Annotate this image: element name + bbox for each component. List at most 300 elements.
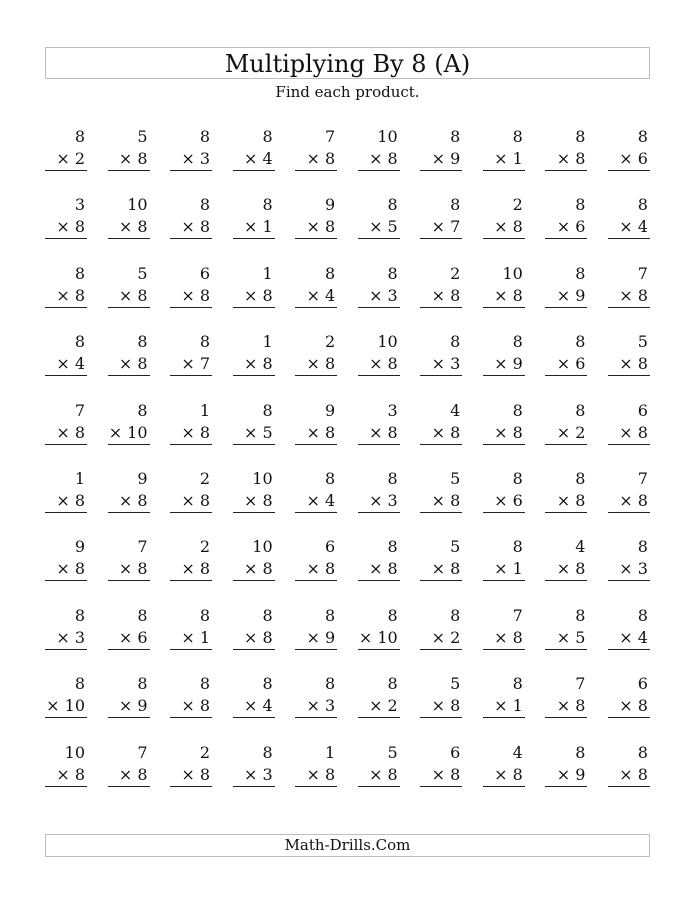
- multiplication-problem: [295, 605, 337, 655]
- problem-multiplier: × 3: [233, 764, 275, 787]
- problem-multiplier: × 8: [295, 353, 337, 376]
- multiplication-problem: [545, 263, 587, 313]
- problem-multiplier: × 8: [483, 422, 525, 445]
- problem-top-number: 8: [137, 605, 148, 625]
- problem-top-number: 8: [262, 605, 273, 625]
- problem-multiplier: × 1: [170, 627, 212, 650]
- problem-top-number: 8: [637, 127, 648, 146]
- problem-top-number: 8: [387, 537, 398, 557]
- problem-top-number: 2: [199, 537, 211, 557]
- multiplication-problem: [420, 742, 462, 792]
- multiplication-problem: [483, 673, 525, 723]
- problem-multiplier: × 9: [108, 695, 150, 718]
- problem-multiplier: × 8: [170, 422, 212, 445]
- multiplication-problem: [420, 126, 462, 176]
- problem-multiplier: × 8: [45, 764, 87, 787]
- problem-multiplier: × 3: [420, 353, 462, 376]
- problem-multiplier: × 8: [45, 490, 87, 513]
- multiplication-problem: [483, 263, 525, 313]
- problem-top-number: 8: [637, 742, 648, 762]
- problem-top-number: 8: [325, 605, 336, 625]
- multiplication-problem: [358, 400, 400, 450]
- problem-multiplier: × 8: [483, 216, 525, 239]
- problem-top-number: 2: [512, 195, 523, 215]
- problem-top-number: 9: [137, 468, 148, 488]
- problem-top-number: 8: [387, 195, 398, 215]
- multiplication-problem: [170, 126, 212, 176]
- problem-multiplier: × 8: [608, 490, 650, 513]
- multiplication-problem: [545, 673, 587, 723]
- multiplication-problem: [45, 194, 87, 244]
- problem-top-number: 8: [387, 468, 398, 488]
- multiplication-problem: [295, 331, 337, 381]
- problem-top-number: 8: [512, 674, 523, 694]
- problem-multiplier: × 8: [170, 764, 212, 787]
- multiplication-problem: [295, 263, 337, 313]
- multiplication-problem: [170, 331, 212, 381]
- problem-top-number: 8: [387, 605, 398, 625]
- multiplication-problem: [545, 605, 587, 655]
- problem-multiplier: × 8: [170, 285, 212, 308]
- worksheet-footer: Math-Drills.Com: [45, 834, 650, 857]
- multiplication-problem: [233, 605, 275, 655]
- problem-top-number: 3: [74, 195, 85, 215]
- problem-multiplier: × 8: [295, 148, 337, 171]
- problem-top-number: 1: [262, 263, 273, 283]
- problem-top-number: 8: [325, 468, 336, 488]
- problem-multiplier: × 8: [233, 490, 275, 513]
- problem-multiplier: × 8: [170, 216, 212, 239]
- multiplication-problem: [295, 194, 337, 244]
- problem-top-number: 8: [387, 674, 398, 694]
- problem-multiplier: × 4: [45, 353, 87, 376]
- problem-top-number: 10: [377, 127, 398, 146]
- multiplication-problem: [483, 331, 525, 381]
- multiplication-problem: [45, 400, 87, 450]
- problem-multiplier: × 8: [108, 490, 150, 513]
- multiplication-problem: [608, 468, 650, 518]
- multiplication-problem: [108, 126, 150, 176]
- problem-top-number: 8: [262, 195, 273, 215]
- problem-multiplier: × 1: [483, 558, 525, 581]
- problem-row: [45, 536, 650, 604]
- problem-multiplier: × 2: [420, 627, 462, 650]
- multiplication-problem: [608, 194, 650, 244]
- multiplication-problem: [170, 468, 212, 518]
- multiplication-problem: [295, 468, 337, 518]
- problem-multiplier: × 9: [545, 764, 587, 787]
- problem-top-number: 3: [387, 400, 398, 420]
- problem-top-number: 1: [262, 332, 273, 352]
- problem-multiplier: × 8: [45, 558, 87, 581]
- worksheet-instructions: Find each product.: [275, 83, 420, 101]
- problem-multiplier: × 8: [295, 764, 337, 787]
- problem-top-number: 8: [199, 674, 211, 694]
- problem-multiplier: × 9: [420, 148, 462, 171]
- multiplication-problem: [358, 536, 400, 586]
- problem-multiplier: × 4: [233, 148, 275, 171]
- problem-top-number: 4: [450, 400, 461, 420]
- problem-multiplier: × 8: [483, 285, 525, 308]
- problem-multiplier: × 8: [108, 216, 150, 239]
- problem-multiplier: × 8: [358, 764, 400, 787]
- multiplication-problem: [420, 400, 462, 450]
- problem-top-number: 8: [74, 332, 85, 352]
- multiplication-problem: [170, 742, 212, 792]
- problem-multiplier: × 8: [170, 490, 212, 513]
- multiplication-problem: [483, 536, 525, 586]
- problem-row: [45, 742, 650, 810]
- problem-row: [45, 126, 650, 194]
- problem-multiplier: × 4: [295, 285, 337, 308]
- problem-top-number: 9: [325, 400, 336, 420]
- problem-multiplier: × 8: [170, 558, 212, 581]
- problem-top-number: 8: [387, 263, 398, 283]
- problem-multiplier: × 8: [608, 422, 650, 445]
- problem-top-number: 10: [252, 537, 273, 557]
- multiplication-problem: [545, 331, 587, 381]
- problem-top-number: 1: [199, 400, 211, 420]
- problem-top-number: 8: [637, 605, 648, 625]
- problem-multiplier: × 8: [295, 422, 337, 445]
- multiplication-problem: [608, 400, 650, 450]
- problem-multiplier: × 8: [420, 695, 462, 718]
- multiplication-problem: [358, 331, 400, 381]
- problem-multiplier: × 8: [233, 627, 275, 650]
- multiplication-problem: [420, 605, 462, 655]
- problem-multiplier: × 8: [545, 148, 587, 171]
- multiplication-problem: [170, 536, 212, 586]
- problem-top-number: 8: [199, 332, 211, 352]
- multiplication-problem: [358, 468, 400, 518]
- problem-top-number: 5: [637, 332, 648, 352]
- problem-top-number: 9: [74, 537, 85, 557]
- problem-top-number: 1: [74, 468, 85, 488]
- problem-multiplier: × 1: [483, 695, 525, 718]
- problem-multiplier: × 8: [608, 764, 650, 787]
- problem-top-number: 8: [575, 332, 586, 352]
- problem-top-number: 8: [575, 605, 586, 625]
- multiplication-problem: [233, 194, 275, 244]
- problem-multiplier: × 8: [420, 285, 462, 308]
- multiplication-problem: [358, 126, 400, 176]
- problem-multiplier: × 8: [420, 764, 462, 787]
- problem-top-number: 8: [512, 127, 523, 146]
- problem-multiplier: × 8: [420, 558, 462, 581]
- multiplication-problem: [608, 126, 650, 176]
- multiplication-problem: [358, 673, 400, 723]
- problem-multiplier: × 3: [608, 558, 650, 581]
- multiplication-problem: [483, 400, 525, 450]
- problem-top-number: 6: [637, 674, 648, 694]
- problem-multiplier: × 1: [233, 216, 275, 239]
- problem-top-number: 8: [512, 537, 523, 557]
- problem-multiplier: × 2: [45, 148, 87, 171]
- multiplication-problem: [608, 742, 650, 792]
- multiplication-problem: [45, 331, 87, 381]
- problem-top-number: 8: [575, 195, 586, 215]
- multiplication-problem: [483, 742, 525, 792]
- problem-multiplier: × 8: [483, 764, 525, 787]
- problem-top-number: 8: [575, 263, 586, 283]
- problem-multiplier: × 3: [358, 490, 400, 513]
- problem-top-number: 2: [450, 263, 461, 283]
- problem-top-number: 8: [137, 400, 148, 420]
- multiplication-problem: [608, 331, 650, 381]
- multiplication-problem: [483, 468, 525, 518]
- problem-multiplier: × 8: [608, 285, 650, 308]
- problem-top-number: 6: [637, 400, 648, 420]
- multiplication-problem: [233, 400, 275, 450]
- problem-multiplier: × 8: [108, 764, 150, 787]
- problem-multiplier: × 8: [108, 148, 150, 171]
- multiplication-problem: [233, 468, 275, 518]
- problem-multiplier: × 8: [608, 353, 650, 376]
- multiplication-problem: [545, 400, 587, 450]
- problem-multiplier: × 8: [108, 558, 150, 581]
- problem-top-number: 7: [512, 605, 523, 625]
- multiplication-problem: [358, 263, 400, 313]
- problem-row: [45, 400, 650, 468]
- problem-multiplier: × 3: [295, 695, 337, 718]
- multiplication-problem: [545, 742, 587, 792]
- problem-top-number: 8: [575, 468, 586, 488]
- problem-top-number: 7: [137, 537, 148, 557]
- problem-top-number: 8: [450, 195, 461, 215]
- multiplication-problem: [108, 400, 150, 450]
- multiplication-problem: [170, 673, 212, 723]
- multiplication-problem: [295, 742, 337, 792]
- problem-top-number: 2: [199, 742, 211, 762]
- problem-multiplier: × 8: [233, 558, 275, 581]
- problem-multiplier: × 8: [108, 353, 150, 376]
- problem-top-number: 7: [575, 674, 586, 694]
- problem-top-number: 8: [74, 674, 85, 694]
- problem-top-number: 8: [199, 195, 211, 215]
- problem-top-number: 8: [450, 605, 461, 625]
- multiplication-problem: [45, 468, 87, 518]
- multiplication-problem: [608, 673, 650, 723]
- problem-top-number: 8: [512, 332, 523, 352]
- problem-multiplier: × 4: [608, 216, 650, 239]
- problem-top-number: 5: [450, 674, 461, 694]
- problem-multiplier: × 8: [358, 353, 400, 376]
- problem-multiplier: × 10: [108, 422, 150, 445]
- multiplication-problem: [420, 536, 462, 586]
- problem-top-number: 10: [502, 263, 523, 283]
- problem-multiplier: × 4: [608, 627, 650, 650]
- problem-multiplier: × 5: [233, 422, 275, 445]
- problem-top-number: 8: [262, 742, 273, 762]
- multiplication-problem: [45, 536, 87, 586]
- problem-top-number: 8: [637, 537, 648, 557]
- problem-top-number: 6: [199, 263, 211, 283]
- problem-multiplier: × 5: [545, 627, 587, 650]
- multiplication-problem: [483, 194, 525, 244]
- problem-top-number: 9: [325, 195, 336, 215]
- problem-top-number: 7: [74, 400, 85, 420]
- multiplication-problem: [483, 605, 525, 655]
- problem-multiplier: × 8: [483, 627, 525, 650]
- problem-top-number: 8: [199, 127, 211, 146]
- problem-top-number: 8: [512, 468, 523, 488]
- multiplication-problem: [358, 605, 400, 655]
- problem-top-number: 8: [575, 400, 586, 420]
- problem-top-number: 4: [512, 742, 523, 762]
- problem-top-number: 7: [637, 468, 648, 488]
- problem-multiplier: × 6: [545, 216, 587, 239]
- multiplication-problem: [108, 263, 150, 313]
- problem-top-number: 8: [137, 674, 148, 694]
- problem-row: [45, 673, 650, 741]
- problem-top-number: 8: [512, 400, 523, 420]
- multiplication-problem: [45, 673, 87, 723]
- problem-top-number: 8: [325, 674, 336, 694]
- multiplication-problem: [233, 263, 275, 313]
- problem-top-number: 8: [325, 263, 336, 283]
- problem-top-number: 4: [575, 537, 586, 557]
- multiplication-problem: [233, 536, 275, 586]
- problem-multiplier: × 5: [358, 216, 400, 239]
- problem-multiplier: × 4: [233, 695, 275, 718]
- problem-multiplier: × 2: [358, 695, 400, 718]
- problem-multiplier: × 8: [45, 422, 87, 445]
- multiplication-problem: [545, 194, 587, 244]
- problem-top-number: 5: [137, 263, 148, 283]
- multiplication-problem: [545, 468, 587, 518]
- problem-top-number: 10: [64, 742, 85, 762]
- problem-multiplier: × 6: [108, 627, 150, 650]
- multiplication-problem: [108, 194, 150, 244]
- multiplication-problem: [420, 331, 462, 381]
- problem-multiplier: × 8: [45, 216, 87, 239]
- problem-multiplier: × 8: [545, 558, 587, 581]
- problem-multiplier: × 2: [545, 422, 587, 445]
- multiplication-problem: [45, 742, 87, 792]
- multiplication-problem: [233, 742, 275, 792]
- problem-multiplier: × 3: [45, 627, 87, 650]
- problem-multiplier: × 8: [295, 558, 337, 581]
- problem-top-number: 8: [262, 400, 273, 420]
- problem-top-number: 7: [325, 127, 336, 146]
- multiplication-problem: [108, 742, 150, 792]
- problem-multiplier: × 8: [170, 695, 212, 718]
- problem-top-number: 10: [127, 195, 148, 215]
- problem-multiplier: × 8: [295, 216, 337, 239]
- problem-multiplier: × 8: [358, 558, 400, 581]
- multiplication-problem: [295, 400, 337, 450]
- multiplication-problem: [108, 331, 150, 381]
- multiplication-problem: [608, 605, 650, 655]
- problem-multiplier: × 3: [358, 285, 400, 308]
- multiplication-problem: [108, 605, 150, 655]
- multiplication-problem: [295, 126, 337, 176]
- problem-top-number: 8: [450, 127, 461, 146]
- problem-top-number: 10: [252, 468, 273, 488]
- problem-row: [45, 194, 650, 262]
- problem-top-number: 8: [199, 605, 211, 625]
- multiplication-problem: [170, 605, 212, 655]
- multiplication-problem: [608, 263, 650, 313]
- worksheet-title: Multiplying By 8 (A): [45, 47, 650, 79]
- problem-top-number: 8: [262, 674, 273, 694]
- problem-multiplier: × 9: [295, 627, 337, 650]
- problem-top-number: 8: [575, 742, 586, 762]
- problem-multiplier: × 7: [170, 353, 212, 376]
- problem-top-number: 8: [74, 127, 85, 146]
- problem-top-number: 5: [450, 537, 461, 557]
- problem-multiplier: × 8: [420, 422, 462, 445]
- problem-multiplier: × 7: [420, 216, 462, 239]
- multiplication-problem: [545, 126, 587, 176]
- problem-multiplier: × 3: [170, 148, 212, 171]
- problem-row: [45, 605, 650, 673]
- problem-top-number: 8: [74, 263, 85, 283]
- problem-top-number: 7: [637, 263, 648, 283]
- problem-top-number: 8: [262, 127, 273, 146]
- problem-top-number: 8: [637, 195, 648, 215]
- problem-multiplier: × 4: [295, 490, 337, 513]
- problem-multiplier: × 8: [608, 695, 650, 718]
- problem-top-number: 8: [74, 605, 85, 625]
- problem-top-number: 2: [199, 468, 211, 488]
- problem-multiplier: × 6: [483, 490, 525, 513]
- multiplication-problem: [170, 400, 212, 450]
- problem-multiplier: × 10: [358, 627, 400, 650]
- multiplication-problem: [358, 742, 400, 792]
- problem-multiplier: × 9: [483, 353, 525, 376]
- multiplication-problem: [545, 536, 587, 586]
- problem-top-number: 1: [325, 742, 336, 762]
- multiplication-problem: [420, 468, 462, 518]
- problem-top-number: 7: [137, 742, 148, 762]
- problem-multiplier: × 8: [545, 490, 587, 513]
- problem-multiplier: × 8: [420, 490, 462, 513]
- multiplication-problem: [483, 126, 525, 176]
- problem-top-number: 6: [325, 537, 336, 557]
- problem-top-number: 6: [450, 742, 461, 762]
- multiplication-problem: [45, 263, 87, 313]
- problem-row: [45, 468, 650, 536]
- multiplication-problem: [233, 126, 275, 176]
- problem-multiplier: × 6: [545, 353, 587, 376]
- multiplication-problem: [420, 194, 462, 244]
- problem-multiplier: × 8: [545, 695, 587, 718]
- problem-top-number: 2: [325, 332, 336, 352]
- problem-multiplier: × 8: [233, 353, 275, 376]
- multiplication-problem: [45, 605, 87, 655]
- problem-top-number: 5: [450, 468, 461, 488]
- multiplication-problem: [108, 673, 150, 723]
- problem-multiplier: × 9: [545, 285, 587, 308]
- problem-top-number: 10: [377, 332, 398, 352]
- multiplication-problem: [295, 673, 337, 723]
- problem-multiplier: × 8: [233, 285, 275, 308]
- problem-multiplier: × 8: [358, 422, 400, 445]
- problem-top-number: 5: [387, 742, 398, 762]
- problem-multiplier: × 8: [108, 285, 150, 308]
- problem-multiplier: × 10: [45, 695, 87, 718]
- problem-top-number: 8: [450, 332, 461, 352]
- problem-top-number: 8: [137, 332, 148, 352]
- multiplication-problem: [45, 126, 87, 176]
- multiplication-problem: [170, 263, 212, 313]
- problem-multiplier: × 8: [45, 285, 87, 308]
- problem-grid: [45, 126, 650, 810]
- problem-row: [45, 331, 650, 399]
- multiplication-problem: [233, 673, 275, 723]
- multiplication-problem: [170, 194, 212, 244]
